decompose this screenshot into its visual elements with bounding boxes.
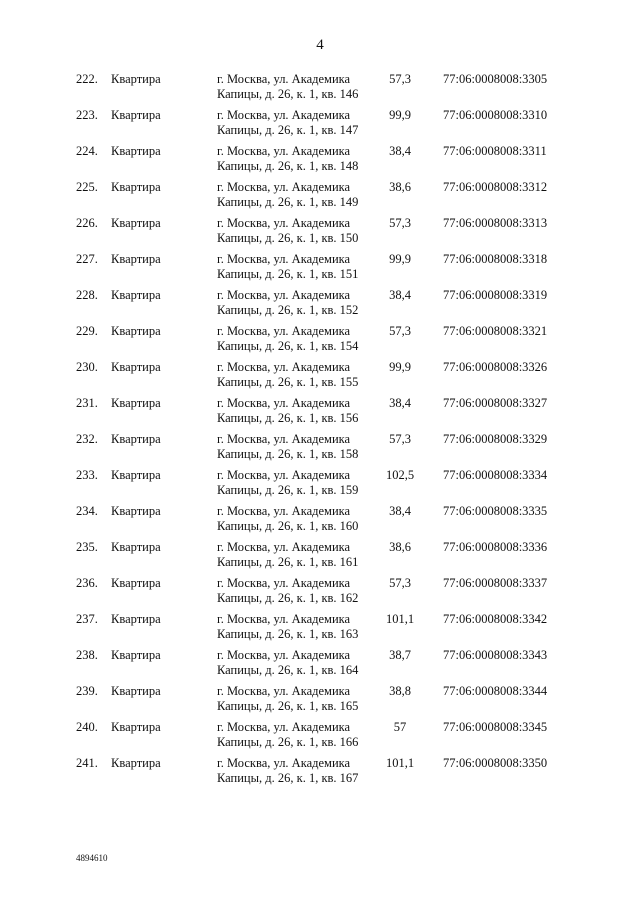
address-line-2: Капицы, д. 26, к. 1, кв. 163 <box>217 627 359 641</box>
property-address <box>217 576 358 606</box>
row-number: 239. <box>76 684 98 698</box>
address-line-2: Капицы, д. 26, к. 1, кв. 160 <box>217 519 359 533</box>
cadastral-number: 77:06:0008008:3321 <box>443 324 548 338</box>
address-line-2: Капицы, д. 26, к. 1, кв. 149 <box>217 195 359 209</box>
row-number: 229. <box>76 324 98 338</box>
page-number: 4 <box>316 37 324 53</box>
property-type: Квартира <box>111 504 161 518</box>
property-area: 57,3 <box>389 576 411 590</box>
table-row <box>0 576 640 612</box>
property-address <box>217 468 358 498</box>
address-line-1: г. Москва, ул. Академика <box>217 756 351 770</box>
property-area: 38,4 <box>389 288 411 302</box>
cadastral-number: 77:06:0008008:3327 <box>443 396 548 410</box>
address-line-1: г. Москва, ул. Академика <box>217 216 351 230</box>
cadastral-number: 77:06:0008008:3336 <box>443 540 548 554</box>
property-area: 38,6 <box>389 180 411 194</box>
cadastral-number: 77:06:0008008:3313 <box>443 216 548 230</box>
property-type: Квартира <box>111 720 161 734</box>
property-table <box>0 72 640 792</box>
property-type: Квартира <box>111 576 161 590</box>
row-number: 241. <box>76 756 98 770</box>
row-number: 223. <box>76 108 98 122</box>
row-number: 227. <box>76 252 98 266</box>
cadastral-number: 77:06:0008008:3335 <box>443 504 548 518</box>
address-line-2: Капицы, д. 26, к. 1, кв. 155 <box>217 375 359 389</box>
property-address <box>217 756 358 786</box>
address-line-1: г. Москва, ул. Академика <box>217 144 351 158</box>
row-number: 225. <box>76 180 98 194</box>
cadastral-number: 77:06:0008008:3312 <box>443 180 548 194</box>
property-area: 38,8 <box>389 684 411 698</box>
address-line-1: г. Москва, ул. Академика <box>217 612 351 626</box>
row-number: 236. <box>76 576 98 590</box>
row-number: 238. <box>76 648 98 662</box>
address-line-2: Капицы, д. 26, к. 1, кв. 151 <box>217 267 359 281</box>
cadastral-number: 77:06:0008008:3345 <box>443 720 548 734</box>
property-address <box>217 648 358 678</box>
address-line-2: Капицы, д. 26, к. 1, кв. 156 <box>217 411 359 425</box>
property-type: Квартира <box>111 252 161 266</box>
property-address <box>217 216 358 246</box>
cadastral-number: 77:06:0008008:3350 <box>443 756 548 770</box>
property-area: 38,7 <box>389 648 411 662</box>
table-row <box>0 360 640 396</box>
table-row <box>0 648 640 684</box>
address-line-2: Капицы, д. 26, к. 1, кв. 161 <box>217 555 359 569</box>
property-address <box>217 504 358 534</box>
property-type: Квартира <box>111 612 161 626</box>
property-address <box>217 540 358 570</box>
row-number: 233. <box>76 468 98 482</box>
cadastral-number: 77:06:0008008:3310 <box>443 108 548 122</box>
address-line-2: Капицы, д. 26, к. 1, кв. 164 <box>217 663 359 677</box>
property-address <box>217 144 358 174</box>
address-line-1: г. Москва, ул. Академика <box>217 648 351 662</box>
address-line-1: г. Москва, ул. Академика <box>217 576 351 590</box>
property-type: Квартира <box>111 108 161 122</box>
property-area: 57,3 <box>389 72 411 86</box>
cadastral-number: 77:06:0008008:3337 <box>443 576 548 590</box>
cadastral-number: 77:06:0008008:3334 <box>443 468 548 482</box>
address-line-1: г. Москва, ул. Академика <box>217 108 351 122</box>
property-address <box>217 432 358 462</box>
property-type: Квартира <box>111 756 161 770</box>
property-area: 57 <box>393 720 407 734</box>
table-row <box>0 612 640 648</box>
property-address <box>217 612 358 642</box>
property-area: 38,6 <box>389 540 411 554</box>
row-number: 226. <box>76 216 98 230</box>
property-area: 38,4 <box>389 144 411 158</box>
row-number: 235. <box>76 540 98 554</box>
address-line-1: г. Москва, ул. Академика <box>217 432 351 446</box>
address-line-1: г. Москва, ул. Академика <box>217 72 351 86</box>
table-row <box>0 720 640 756</box>
address-line-2: Капицы, д. 26, к. 1, кв. 154 <box>217 339 359 353</box>
property-address <box>217 684 358 714</box>
table-row <box>0 540 640 576</box>
address-line-1: г. Москва, ул. Академика <box>217 396 351 410</box>
property-area: 102,5 <box>385 468 415 482</box>
address-line-1: г. Москва, ул. Академика <box>217 468 351 482</box>
property-type: Квартира <box>111 324 161 338</box>
table-row <box>0 756 640 792</box>
address-line-2: Капицы, д. 26, к. 1, кв. 165 <box>217 699 359 713</box>
row-number: 230. <box>76 360 98 374</box>
address-line-1: г. Москва, ул. Академика <box>217 252 351 266</box>
address-line-1: г. Москва, ул. Академика <box>217 504 351 518</box>
cadastral-number: 77:06:0008008:3344 <box>443 684 548 698</box>
cadastral-number: 77:06:0008008:3319 <box>443 288 548 302</box>
table-row <box>0 144 640 180</box>
row-number: 234. <box>76 504 98 518</box>
address-line-1: г. Москва, ул. Академика <box>217 360 351 374</box>
row-number: 224. <box>76 144 98 158</box>
table-row <box>0 684 640 720</box>
property-type: Квартира <box>111 396 161 410</box>
address-line-2: Капицы, д. 26, к. 1, кв. 162 <box>217 591 359 605</box>
property-address <box>217 360 358 390</box>
cadastral-number: 77:06:0008008:3329 <box>443 432 548 446</box>
address-line-2: Капицы, д. 26, к. 1, кв. 167 <box>217 771 359 785</box>
property-area: 38,4 <box>389 504 411 518</box>
address-line-1: г. Москва, ул. Академика <box>217 720 351 734</box>
row-number: 237. <box>76 612 98 626</box>
property-type: Квартира <box>111 144 161 158</box>
property-area: 99,9 <box>389 360 411 374</box>
property-address <box>217 72 358 102</box>
property-type: Квартира <box>111 648 161 662</box>
table-row <box>0 324 640 360</box>
property-type: Квартира <box>111 72 161 86</box>
property-address <box>217 324 358 354</box>
address-line-1: г. Москва, ул. Академика <box>217 288 351 302</box>
property-address <box>217 720 358 750</box>
row-number: 240. <box>76 720 98 734</box>
property-type: Квартира <box>111 684 161 698</box>
table-row <box>0 252 640 288</box>
row-number: 231. <box>76 396 98 410</box>
property-area: 57,3 <box>389 432 411 446</box>
address-line-2: Капицы, д. 26, к. 1, кв. 166 <box>217 735 359 749</box>
property-area: 57,3 <box>389 216 411 230</box>
address-line-2: Капицы, д. 26, к. 1, кв. 146 <box>217 87 359 101</box>
address-line-2: Капицы, д. 26, к. 1, кв. 150 <box>217 231 359 245</box>
property-address <box>217 108 358 138</box>
table-row <box>0 504 640 540</box>
property-area: 101,1 <box>385 756 415 770</box>
address-line-2: Капицы, д. 26, к. 1, кв. 152 <box>217 303 359 317</box>
property-area: 57,3 <box>389 324 411 338</box>
table-row <box>0 216 640 252</box>
property-address <box>217 396 358 426</box>
address-line-2: Капицы, д. 26, к. 1, кв. 158 <box>217 447 359 461</box>
table-row <box>0 432 640 468</box>
table-row <box>0 180 640 216</box>
table-row <box>0 468 640 504</box>
property-area: 99,9 <box>389 252 411 266</box>
row-number: 232. <box>76 432 98 446</box>
property-type: Квартира <box>111 360 161 374</box>
address-line-1: г. Москва, ул. Академика <box>217 180 351 194</box>
cadastral-number: 77:06:0008008:3343 <box>443 648 548 662</box>
document-code: 4894610 <box>76 853 108 863</box>
address-line-2: Капицы, д. 26, к. 1, кв. 148 <box>217 159 359 173</box>
address-line-1: г. Москва, ул. Академика <box>217 540 351 554</box>
property-address <box>217 180 358 210</box>
property-area: 101,1 <box>385 612 415 626</box>
cadastral-number: 77:06:0008008:3305 <box>443 72 548 86</box>
address-line-1: г. Москва, ул. Академика <box>217 684 351 698</box>
property-type: Квартира <box>111 468 161 482</box>
cadastral-number: 77:06:0008008:3311 <box>443 144 547 158</box>
row-number: 228. <box>76 288 98 302</box>
property-address <box>217 252 358 282</box>
property-type: Квартира <box>111 288 161 302</box>
row-number: 222. <box>76 72 98 86</box>
property-type: Квартира <box>111 216 161 230</box>
address-line-1: г. Москва, ул. Академика <box>217 324 351 338</box>
cadastral-number: 77:06:0008008:3342 <box>443 612 548 626</box>
table-row <box>0 108 640 144</box>
property-address <box>217 288 358 318</box>
table-row <box>0 396 640 432</box>
cadastral-number: 77:06:0008008:3326 <box>443 360 548 374</box>
cadastral-number: 77:06:0008008:3318 <box>443 252 548 266</box>
table-row <box>0 288 640 324</box>
property-type: Квартира <box>111 540 161 554</box>
property-area: 38,4 <box>389 396 411 410</box>
property-area: 99,9 <box>389 108 411 122</box>
address-line-2: Капицы, д. 26, к. 1, кв. 147 <box>217 123 359 137</box>
address-line-2: Капицы, д. 26, к. 1, кв. 159 <box>217 483 359 497</box>
property-type: Квартира <box>111 180 161 194</box>
table-row <box>0 72 640 108</box>
property-type: Квартира <box>111 432 161 446</box>
